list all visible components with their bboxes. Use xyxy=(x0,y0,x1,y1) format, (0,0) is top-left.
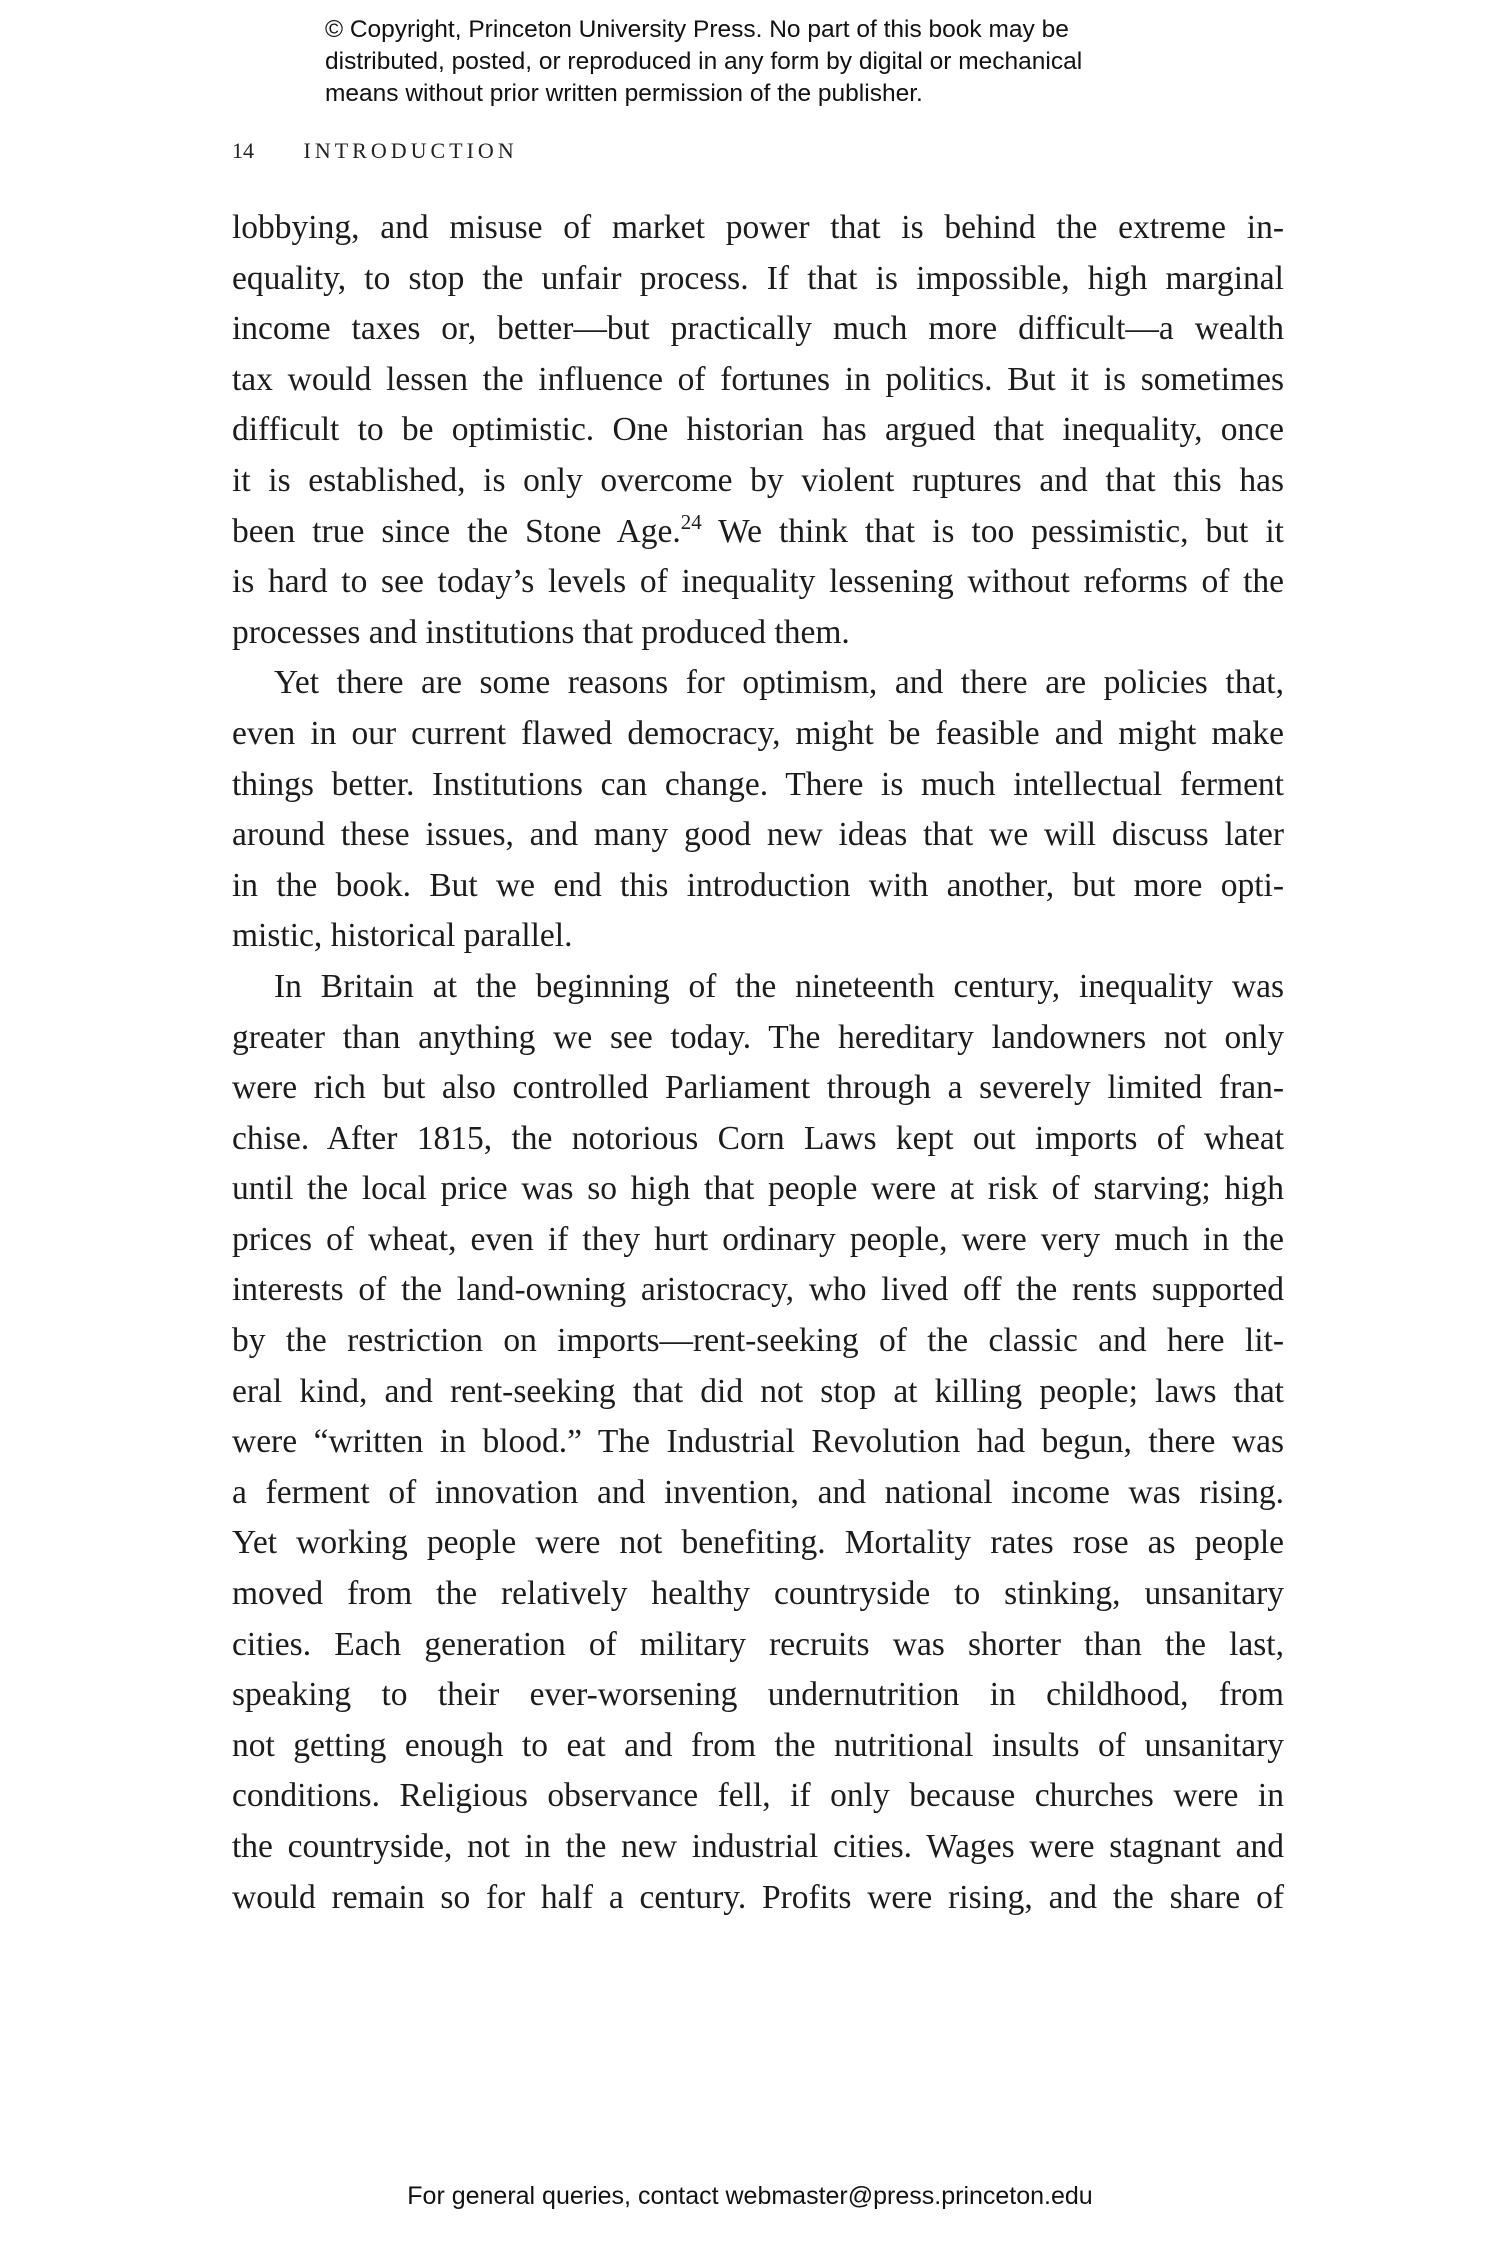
text-line: speaking to their ever-worsening undernutrition in childhood, from xyxy=(232,1676,1284,1714)
copyright-line: means without prior written permission of the publisher. xyxy=(325,80,923,107)
text-line: were “written in blood.” The Industrial Revolution had begun, there was xyxy=(232,1423,1284,1461)
paragraph xyxy=(232,962,1284,1923)
footnote-marker[interactable]: 24 xyxy=(680,509,702,534)
text-line: the countryside, not in the new industrial cities. Wages were stagnant and xyxy=(232,1828,1284,1865)
text-line: things better. Institutions can change. There is much intellectual ferment xyxy=(232,765,1284,803)
text-line: is hard to see today’s levels of inequality lessening without reforms of the xyxy=(232,563,1284,601)
copyright-line: © Copyright, Princeton University Press. No part of this book may be xyxy=(325,16,1069,43)
text-line: Yet working people were not benefiting. Mortality rates rose as people xyxy=(232,1524,1284,1562)
text-line: Yet there are some reasons for optimism, and there are policies that, xyxy=(274,664,1284,702)
text-line: interests of the land-owning aristocracy, who lived off the rents supported xyxy=(232,1271,1284,1309)
text-line: lobbying, and misuse of market power that is behind the extreme in- xyxy=(232,209,1284,246)
text-line: it is established, is only overcome by violent ruptures and that this has xyxy=(232,461,1284,499)
text-line: income taxes or, better—but practically much more difficult—a wealth xyxy=(232,310,1284,348)
text-line: greater than anything we see today. The hereditary landowners not only xyxy=(232,1018,1284,1056)
section-title: INTRODUCTION xyxy=(303,138,518,163)
text-line: mistic, historical parallel. xyxy=(232,917,573,955)
paragraph xyxy=(232,658,1284,962)
text-line: even in our current flawed democracy, might be feasible and might make xyxy=(232,714,1284,752)
text-line: cities. Each generation of military recruits was shorter than the last, xyxy=(232,1625,1284,1663)
text-line: conditions. Religious observance fell, if only because churches were in xyxy=(232,1777,1284,1815)
text-line: processes and institutions that produced them. xyxy=(232,613,850,651)
copyright-line: distributed, posted, or reproduced in any form by digital or mechanical xyxy=(325,48,1083,75)
text-line: around these issues, and many good new ideas that we will discuss later xyxy=(232,816,1284,854)
page-number: 14 xyxy=(232,138,254,163)
text-line: a ferment of innovation and invention, and national income was rising. xyxy=(232,1473,1284,1511)
text-line xyxy=(232,507,1284,558)
text-line: until the local price was so high that people were at risk of starving; high xyxy=(232,1170,1284,1208)
footer-contact: For general queries, contact webmaster@press.princeton.edu xyxy=(407,2182,1093,2210)
text-line: were rich but also controlled Parliament through a severely limited fran- xyxy=(232,1069,1284,1107)
text-line: eral kind, and rent-seeking that did not stop at killing people; laws that xyxy=(232,1372,1284,1410)
text-span: been true since the Stone Age. xyxy=(232,512,681,550)
text-line: by the restriction on imports—rent-seeking of the classic and here lit- xyxy=(232,1322,1284,1360)
copyright-notice xyxy=(325,14,1225,110)
text-line: In Britain at the beginning of the nineteenth century, inequality was xyxy=(274,967,1284,1005)
text-line: difficult to be optimistic. One historian has argued that inequality, once xyxy=(232,411,1284,449)
text-line: moved from the relatively healthy countryside to stinking, unsanitary xyxy=(232,1575,1284,1613)
paragraph xyxy=(232,203,1284,658)
text-span: We think that is too pessimistic, but it xyxy=(701,512,1284,550)
text-line: prices of wheat, even if they hurt ordinary people, were very much in the xyxy=(232,1220,1284,1258)
text-line: chise. After 1815, the notorious Corn Laws kept out imports of wheat xyxy=(232,1119,1284,1157)
text-line: not getting enough to eat and from the nutritional insults of unsanitary xyxy=(232,1726,1284,1764)
text-line: in the book. But we end this introduction with another, but more opti- xyxy=(232,866,1284,904)
text-line: equality, to stop the unfair process. If that is impossible, high marginal xyxy=(232,259,1284,297)
body-text xyxy=(232,203,1284,1923)
running-head xyxy=(232,138,518,164)
text-line: would remain so for half a century. Profits were rising, and the share of xyxy=(232,1878,1284,1916)
text-line: tax would lessen the influence of fortunes in politics. But it is sometimes xyxy=(232,360,1284,398)
